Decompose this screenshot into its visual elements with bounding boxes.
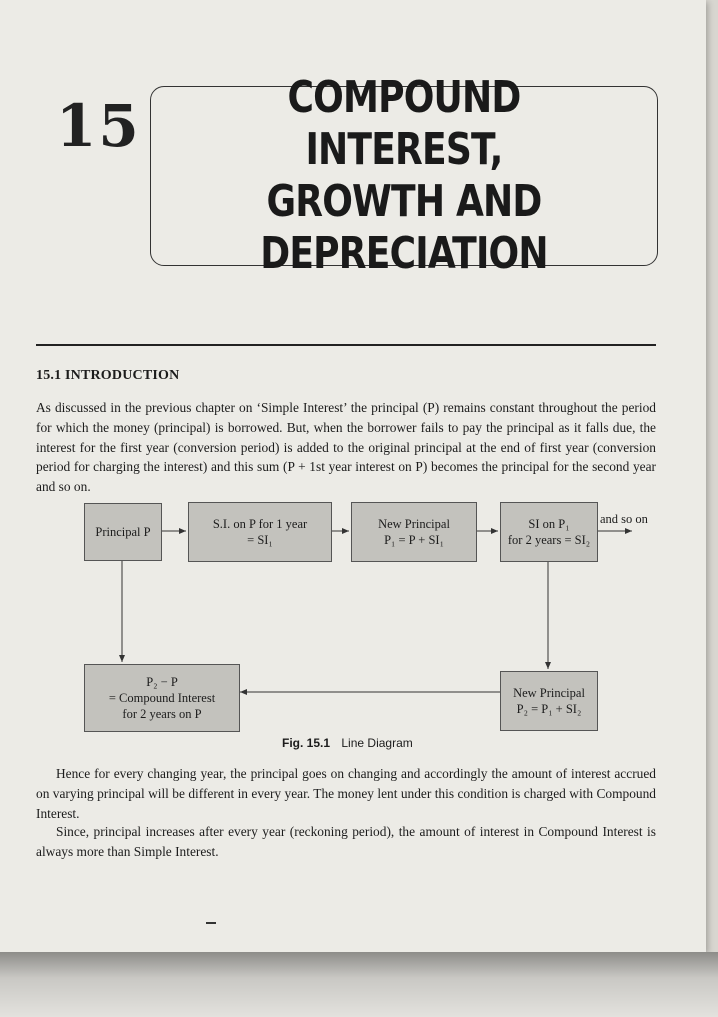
box-compound-interest: P₂ − P = Compound Interest for 2 years on P (84, 664, 240, 732)
box-simple-interest-year-2: SI on P₁ for 2 years = SI₂ (500, 502, 598, 562)
box-new-principal-2: New Principal P₂ = P₁ + SI₂ (500, 671, 598, 731)
and-so-on-label: and so on (600, 512, 648, 526)
figure-caption (282, 736, 413, 750)
figure-title: Line Diagram (341, 736, 413, 750)
section-divider (36, 344, 656, 346)
chapter-number: 15 (56, 92, 141, 160)
box-principal: Principal P (84, 503, 162, 561)
chapter-title-line-2: GROWTH AND (266, 176, 542, 227)
chapter-title (197, 72, 612, 280)
box-simple-interest-year-1: S.I. on P for 1 year = SI₁ (188, 502, 332, 562)
section-heading: 15.1 INTRODUCTION (36, 368, 180, 383)
page-mark (206, 922, 216, 924)
chapter-title-line-3: DEPRECIATION (260, 228, 548, 279)
chapter-title-box (150, 72, 658, 279)
body-paragraph-2: Hence for every changing year, the principal goes on changing and accordingly the amount of interest accrued on varying principal will be different in every year. The money lent under this condition is charged with Compound Interest. (36, 766, 656, 821)
scan-bottom-edge (0, 952, 718, 1017)
body-paragraph-3: Since, principal increases after every year (reckoning period), the amount of interest in Compound Interest is always more than Simple Interest. (36, 824, 656, 859)
figure-label: Fig. 15.1 (282, 736, 331, 750)
chapter-title-line-1: COMPOUND INTEREST, (287, 72, 521, 175)
intro-paragraph: As discussed in the previous chapter on ‘Simple Interest’ the principal (P) remains constant throughout the period for which the money (principal) is borrowed. But, when the borrower fails to pay the principal as it falls due, the interest for the first year (conversion period) is added to the original principal at the end of first year (conversion period for charging the interest) and this sum (P + 1st year interest on P) becomes the principal for the second year and so on. (36, 400, 656, 495)
box-new-principal-1: New Principal P₁ = P + SI₁ (351, 502, 477, 562)
